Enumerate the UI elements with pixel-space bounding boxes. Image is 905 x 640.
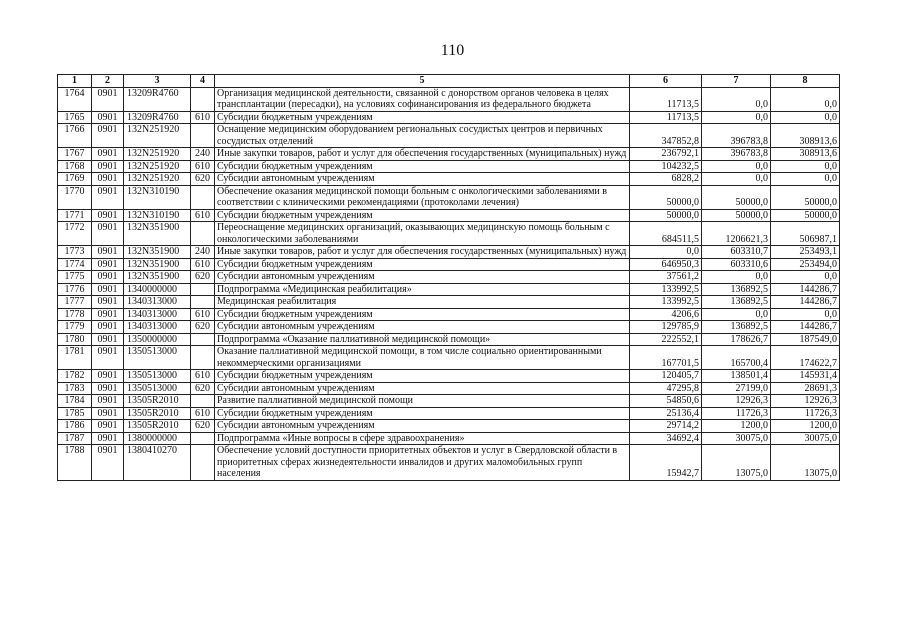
value-col7-cell: 0,0 [702,271,771,284]
value-col7-cell: 396783,8 [702,124,771,148]
value-col6-cell: 37561,2 [630,271,702,284]
value-col6-cell: 347852,8 [630,124,702,148]
table-row [58,246,840,259]
value-col8-cell: 11726,3 [771,407,840,420]
expense-type-cell [191,333,215,346]
row-number-cell: 1771 [58,209,92,222]
table-row [58,124,840,148]
target-code-cell: 132N251920 [124,124,191,148]
value-col8-cell: 28691,3 [771,382,840,395]
value-col7-cell: 50000,0 [702,185,771,209]
header-col-8: 8 [771,75,840,88]
table-row [58,395,840,408]
expense-type-cell: 610 [191,370,215,383]
expense-type-cell [191,445,215,481]
table-row [58,308,840,321]
target-code-cell: 1340313000 [124,296,191,309]
value-col8-cell: 0,0 [771,173,840,186]
expense-type-cell: 610 [191,209,215,222]
item-name-cell: Подпрограмма «Оказание паллиативной медицинской помощи» [215,333,630,346]
value-col8-cell: 187549,0 [771,333,840,346]
row-number-cell: 1783 [58,382,92,395]
target-code-cell: 1340313000 [124,321,191,334]
budget-table [57,74,840,481]
value-col7-cell: 0,0 [702,173,771,186]
row-number-cell: 1788 [58,445,92,481]
expense-type-cell [191,346,215,370]
row-number-cell: 1786 [58,420,92,433]
table-body [58,87,840,480]
row-number-cell: 1782 [58,370,92,383]
expense-type-cell [191,124,215,148]
value-col8-cell: 0,0 [771,87,840,111]
value-col6-cell: 104232,5 [630,160,702,173]
header-col-5: 5 [215,75,630,88]
value-col8-cell: 145931,4 [771,370,840,383]
section-code-cell: 0901 [92,333,124,346]
value-col8-cell: 253494,0 [771,258,840,271]
expense-type-cell [191,222,215,246]
value-col8-cell: 0,0 [771,271,840,284]
target-code-cell: 132N351900 [124,271,191,284]
header-row [58,75,840,88]
section-code-cell: 0901 [92,321,124,334]
value-col6-cell: 47295,8 [630,382,702,395]
target-code-cell: 1350513000 [124,370,191,383]
expense-type-cell: 610 [191,407,215,420]
value-col8-cell: 308913,6 [771,148,840,161]
value-col6-cell: 25136,4 [630,407,702,420]
value-col7-cell: 136892,5 [702,321,771,334]
target-code-cell: 13505R2010 [124,407,191,420]
item-name-cell: Субсидии автономным учреждениям [215,382,630,395]
table-row [58,407,840,420]
value-col7-cell: 1200,0 [702,420,771,433]
target-code-cell: 1340313000 [124,308,191,321]
table-row [58,222,840,246]
value-col7-cell: 136892,5 [702,283,771,296]
target-code-cell: 132N351900 [124,258,191,271]
value-col7-cell: 1206621,3 [702,222,771,246]
value-col7-cell: 396783,8 [702,148,771,161]
header-col-1: 1 [58,75,92,88]
table-row [58,173,840,186]
item-name-cell: Субсидии бюджетным учреждениям [215,407,630,420]
item-name-cell: Развитие паллиативной медицинской помощи [215,395,630,408]
target-code-cell: 132N251920 [124,148,191,161]
value-col7-cell: 50000,0 [702,209,771,222]
row-number-cell: 1784 [58,395,92,408]
section-code-cell: 0901 [92,308,124,321]
target-code-cell: 1350513000 [124,382,191,395]
item-name-cell: Субсидии автономным учреждениям [215,173,630,186]
table-row [58,148,840,161]
value-col6-cell: 34692,4 [630,432,702,445]
target-code-cell: 1350513000 [124,346,191,370]
expense-type-cell [191,432,215,445]
value-col6-cell: 6828,2 [630,173,702,186]
value-col7-cell: 0,0 [702,87,771,111]
expense-type-cell: 610 [191,308,215,321]
table-row [58,111,840,124]
row-number-cell: 1772 [58,222,92,246]
section-code-cell: 0901 [92,445,124,481]
value-col6-cell: 4206,6 [630,308,702,321]
value-col6-cell: 236792,1 [630,148,702,161]
value-col8-cell: 1200,0 [771,420,840,433]
section-code-cell: 0901 [92,173,124,186]
item-name-cell: Субсидии автономным учреждениям [215,420,630,433]
table-row [58,283,840,296]
item-name-cell: Обеспечение оказания медицинской помощи больным с онкологическими заболеваниями в соответствии с клиническими рекомендациями (протоколами лечения) [215,185,630,209]
expense-type-cell: 620 [191,173,215,186]
expense-type-cell [191,296,215,309]
value-col8-cell: 174622,7 [771,346,840,370]
target-code-cell: 13209R4760 [124,111,191,124]
item-name-cell: Субсидии автономным учреждениям [215,271,630,284]
value-col8-cell: 12926,3 [771,395,840,408]
target-code-cell: 132N351900 [124,222,191,246]
row-number-cell: 1767 [58,148,92,161]
value-col8-cell: 0,0 [771,160,840,173]
value-col8-cell: 308913,6 [771,124,840,148]
value-col7-cell: 30075,0 [702,432,771,445]
row-number-cell: 1765 [58,111,92,124]
row-number-cell: 1775 [58,271,92,284]
value-col7-cell: 0,0 [702,308,771,321]
row-number-cell: 1778 [58,308,92,321]
value-col7-cell: 27199,0 [702,382,771,395]
value-col6-cell: 11713,5 [630,111,702,124]
row-number-cell: 1779 [58,321,92,334]
section-code-cell: 0901 [92,87,124,111]
value-col6-cell: 133992,5 [630,283,702,296]
target-code-cell: 1380000000 [124,432,191,445]
table-row [58,258,840,271]
expense-type-cell: 240 [191,246,215,259]
header-col-7: 7 [702,75,771,88]
item-name-cell: Субсидии бюджетным учреждениям [215,370,630,383]
value-col7-cell: 0,0 [702,111,771,124]
item-name-cell: Оснащение медицинским оборудованием региональных сосудистых центров и первичных сосудистых отделений [215,124,630,148]
expense-type-cell [191,395,215,408]
target-code-cell: 132N310190 [124,209,191,222]
row-number-cell: 1785 [58,407,92,420]
row-number-cell: 1766 [58,124,92,148]
table-row [58,370,840,383]
value-col6-cell: 0,0 [630,246,702,259]
table-row [58,209,840,222]
expense-type-cell: 610 [191,111,215,124]
item-name-cell: Подпрограмма «Медицинская реабилитация» [215,283,630,296]
row-number-cell: 1773 [58,246,92,259]
value-col7-cell: 165700,4 [702,346,771,370]
item-name-cell: Обеспечение условий доступности приоритетных объектов и услуг в Свердловской области в приоритетных сферах жизнедеятельности инвалидов и других маломобильных групп населения [215,445,630,481]
section-code-cell: 0901 [92,148,124,161]
value-col6-cell: 133992,5 [630,296,702,309]
table-row [58,445,840,481]
value-col7-cell: 0,0 [702,160,771,173]
target-code-cell: 1340000000 [124,283,191,296]
item-name-cell: Оказание паллиативной медицинской помощи, в том числе социально ориентированными некоммерческими организациями [215,346,630,370]
value-col8-cell: 30075,0 [771,432,840,445]
section-code-cell: 0901 [92,271,124,284]
expense-type-cell: 620 [191,382,215,395]
value-col8-cell: 50000,0 [771,209,840,222]
target-code-cell: 1350000000 [124,333,191,346]
table-row [58,420,840,433]
table-row [58,87,840,111]
value-col6-cell: 29714,2 [630,420,702,433]
section-code-cell: 0901 [92,432,124,445]
value-col6-cell: 167701,5 [630,346,702,370]
section-code-cell: 0901 [92,222,124,246]
expense-type-cell: 240 [191,148,215,161]
row-number-cell: 1764 [58,87,92,111]
row-number-cell: 1769 [58,173,92,186]
value-col8-cell: 0,0 [771,308,840,321]
row-number-cell: 1781 [58,346,92,370]
value-col7-cell: 178626,7 [702,333,771,346]
target-code-cell: 13505R2010 [124,420,191,433]
section-code-cell: 0901 [92,382,124,395]
value-col7-cell: 603310,7 [702,246,771,259]
section-code-cell: 0901 [92,296,124,309]
row-number-cell: 1768 [58,160,92,173]
value-col8-cell: 144286,7 [771,321,840,334]
expense-type-cell [191,185,215,209]
item-name-cell: Переоснащение медицинских организаций, оказывающих медицинскую помощь больным с онкологическими заболеваниями [215,222,630,246]
target-code-cell: 132N351900 [124,246,191,259]
value-col8-cell: 253493,1 [771,246,840,259]
section-code-cell: 0901 [92,160,124,173]
item-name-cell: Субсидии бюджетным учреждениям [215,160,630,173]
section-code-cell: 0901 [92,370,124,383]
header-col-3: 3 [124,75,191,88]
value-col6-cell: 15942,7 [630,445,702,481]
value-col7-cell: 603310,6 [702,258,771,271]
value-col8-cell: 13075,0 [771,445,840,481]
item-name-cell: Субсидии бюджетным учреждениям [215,258,630,271]
row-number-cell: 1770 [58,185,92,209]
value-col6-cell: 222552,1 [630,333,702,346]
table-row [58,333,840,346]
table-row [58,160,840,173]
expense-type-cell: 610 [191,160,215,173]
value-col8-cell: 506987,1 [771,222,840,246]
row-number-cell: 1777 [58,296,92,309]
section-code-cell: 0901 [92,185,124,209]
section-code-cell: 0901 [92,124,124,148]
value-col8-cell: 144286,7 [771,296,840,309]
value-col6-cell: 50000,0 [630,209,702,222]
item-name-cell: Иные закупки товаров, работ и услуг для обеспечения государственных (муниципальных) нужд [215,246,630,259]
target-code-cell: 1380410270 [124,445,191,481]
target-code-cell: 132N310190 [124,185,191,209]
value-col6-cell: 11713,5 [630,87,702,111]
value-col6-cell: 120405,7 [630,370,702,383]
table-row [58,271,840,284]
expense-type-cell [191,87,215,111]
value-col8-cell: 50000,0 [771,185,840,209]
value-col7-cell: 136892,5 [702,296,771,309]
section-code-cell: 0901 [92,111,124,124]
header-col-2: 2 [92,75,124,88]
section-code-cell: 0901 [92,246,124,259]
section-code-cell: 0901 [92,258,124,271]
value-col6-cell: 50000,0 [630,185,702,209]
value-col7-cell: 13075,0 [702,445,771,481]
target-code-cell: 13505R2010 [124,395,191,408]
table-row [58,346,840,370]
target-code-cell: 132N251920 [124,160,191,173]
item-name-cell: Субсидии бюджетным учреждениям [215,111,630,124]
section-code-cell: 0901 [92,420,124,433]
value-col6-cell: 646950,3 [630,258,702,271]
expense-type-cell: 610 [191,258,215,271]
item-name-cell: Организация медицинской деятельности, связанной с донорством органов человека в целях трансплантации (пересадки), на условиях софинансирования из федерального бюджета [215,87,630,111]
expense-type-cell: 620 [191,321,215,334]
section-code-cell: 0901 [92,209,124,222]
value-col6-cell: 684511,5 [630,222,702,246]
header-col-4: 4 [191,75,215,88]
value-col7-cell: 138501,4 [702,370,771,383]
table-row [58,382,840,395]
table-row [58,321,840,334]
section-code-cell: 0901 [92,283,124,296]
table-row [58,432,840,445]
value-col8-cell: 144286,7 [771,283,840,296]
value-col6-cell: 54850,6 [630,395,702,408]
header-col-6: 6 [630,75,702,88]
table-row [58,296,840,309]
section-code-cell: 0901 [92,407,124,420]
section-code-cell: 0901 [92,395,124,408]
row-number-cell: 1774 [58,258,92,271]
item-name-cell: Иные закупки товаров, работ и услуг для обеспечения государственных (муниципальных) нужд [215,148,630,161]
row-number-cell: 1787 [58,432,92,445]
item-name-cell: Медицинская реабилитация [215,296,630,309]
item-name-cell: Субсидии автономным учреждениям [215,321,630,334]
row-number-cell: 1780 [58,333,92,346]
page-number: 110 [440,42,465,59]
value-col7-cell: 12926,3 [702,395,771,408]
value-col8-cell: 0,0 [771,111,840,124]
value-col7-cell: 11726,3 [702,407,771,420]
item-name-cell: Подпрограмма «Иные вопросы в сфере здравоохранения» [215,432,630,445]
table-row [58,185,840,209]
expense-type-cell: 620 [191,271,215,284]
row-number-cell: 1776 [58,283,92,296]
expense-type-cell [191,283,215,296]
item-name-cell: Субсидии бюджетным учреждениям [215,209,630,222]
value-col6-cell: 129785,9 [630,321,702,334]
item-name-cell: Субсидии бюджетным учреждениям [215,308,630,321]
expense-type-cell: 620 [191,420,215,433]
target-code-cell: 132N251920 [124,173,191,186]
target-code-cell: 13209R4760 [124,87,191,111]
section-code-cell: 0901 [92,346,124,370]
